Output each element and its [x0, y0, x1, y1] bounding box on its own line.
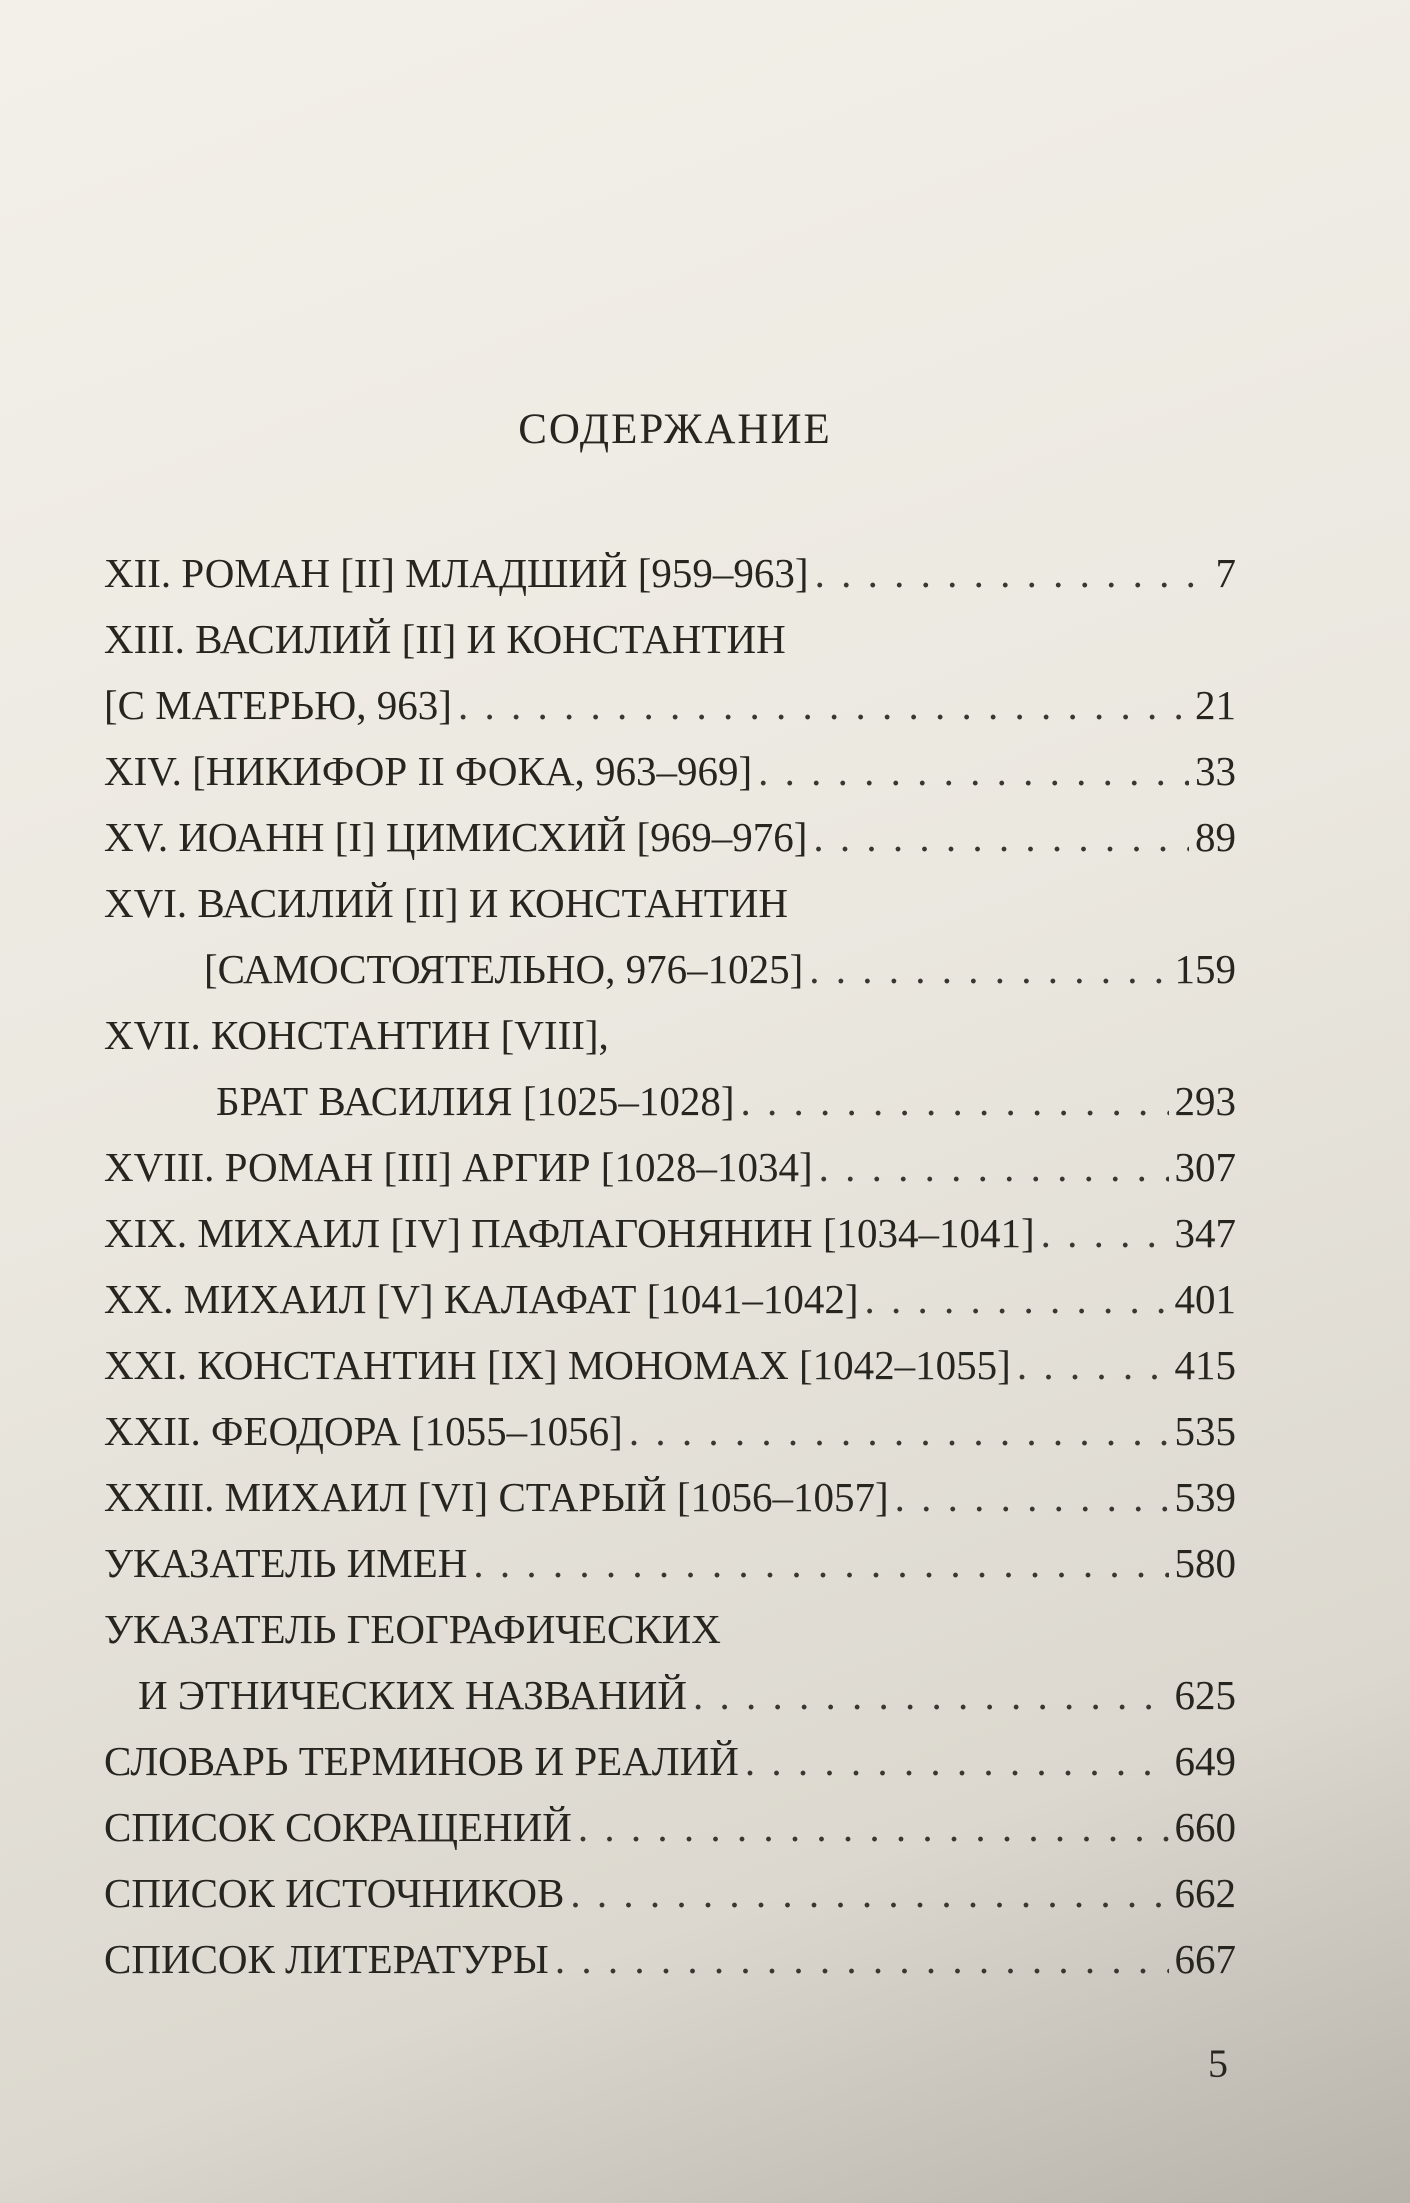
toc-entry-title: XXI. КОНСТАНТИН [IX] МОНОМАХ [1042–1055] — [104, 1342, 1011, 1388]
toc-entry-title: XVII. КОНСТАНТИН [VIII], — [104, 1012, 609, 1058]
toc-page-number: 347 — [1174, 1210, 1236, 1256]
toc-entry-title: СЛОВАРЬ ТЕРМИНОВ И РЕАЛИЙ — [104, 1738, 739, 1784]
toc-page-number: 649 — [1174, 1738, 1236, 1784]
toc-entry-title: XX. МИХАИЛ [V] КАЛАФАТ [1041–1042] — [104, 1276, 859, 1322]
toc-page-number: 401 — [1174, 1276, 1236, 1322]
dot-leader — [745, 1728, 1169, 1794]
toc-entry-title: УКАЗАТЕЛЬ ГЕОГРАФИЧЕСКИХ — [104, 1606, 721, 1652]
table-of-contents — [104, 540, 1236, 1992]
toc-entry-title: XXIII. МИХАИЛ [VI] СТАРЫЙ [1056–1057] — [104, 1474, 889, 1520]
toc-entry-title: УКАЗАТЕЛЬ ИМЕН — [104, 1540, 468, 1586]
toc-entry — [104, 1134, 1236, 1200]
toc-entry-title-continued: [САМОСТОЯТЕЛЬНО, 976–1025] — [204, 946, 804, 992]
toc-entry-title: XIV. [НИКИФОР II ФОКА, 963–969] — [104, 748, 753, 794]
toc-entry-title: СПИСОК ЛИТЕРАТУРЫ — [104, 1936, 549, 1982]
toc-entry-title-continued: [С МАТЕРЬЮ, 963] — [104, 682, 452, 728]
toc-entry-title: XIII. ВАСИЛИЙ [II] И КОНСТАНТИН — [104, 616, 786, 662]
toc-entry-title: XII. РОМАН [II] МЛАДШИЙ [959–963] — [104, 550, 809, 596]
toc-page-number: 660 — [1174, 1804, 1236, 1850]
toc-entry-title: XVIII. РОМАН [III] АРГИР [1028–1034] — [104, 1144, 813, 1190]
toc-entry — [104, 1398, 1236, 1464]
toc-page-number: 293 — [1174, 1078, 1236, 1124]
toc-entry — [104, 1926, 1236, 1992]
toc-entry — [104, 1200, 1236, 1266]
toc-entry-title: СПИСОК ИСТОЧНИКОВ — [104, 1870, 565, 1916]
dot-leader — [555, 1926, 1169, 1992]
toc-entry-title-continued: БРАТ ВАСИЛИЯ [1025–1028] — [216, 1078, 735, 1124]
toc-entry — [104, 1530, 1236, 1596]
toc-entry-title: XVI. ВАСИЛИЙ [II] И КОНСТАНТИН — [104, 880, 789, 926]
dot-leader — [865, 1266, 1169, 1332]
toc-page-number: 33 — [1195, 748, 1236, 794]
toc-page-number: 7 — [1215, 550, 1236, 596]
toc-page-number: 667 — [1174, 1936, 1236, 1982]
toc-entry — [104, 1794, 1236, 1860]
toc-entry — [104, 1266, 1236, 1332]
toc-entry — [104, 1860, 1236, 1926]
toc-entry — [104, 1728, 1236, 1794]
toc-page-number: 415 — [1174, 1342, 1236, 1388]
toc-entry-title: СПИСОК СОКРАЩЕНИЙ — [104, 1804, 572, 1850]
toc-page-number: 159 — [1174, 946, 1236, 992]
dot-leader — [1041, 1200, 1169, 1266]
dot-leader — [570, 1860, 1168, 1926]
contents-heading: СОДЕРЖАНИЕ — [518, 406, 832, 453]
toc-page-number: 307 — [1174, 1144, 1236, 1190]
dot-leader — [809, 936, 1168, 1002]
dot-leader — [895, 1464, 1169, 1530]
dot-leader — [1017, 1332, 1169, 1398]
dot-leader — [815, 540, 1210, 606]
dot-leader — [458, 672, 1189, 738]
dot-leader — [578, 1794, 1169, 1860]
toc-entry — [104, 870, 1236, 1002]
dot-leader — [629, 1398, 1169, 1464]
dot-leader — [819, 1134, 1169, 1200]
toc-entry — [104, 540, 1236, 606]
toc-page-number: 662 — [1174, 1870, 1236, 1916]
toc-entry — [104, 606, 1236, 738]
dot-leader — [741, 1068, 1169, 1134]
toc-page-number: 625 — [1174, 1672, 1236, 1718]
toc-entry — [104, 1464, 1236, 1530]
toc-entry — [104, 1596, 1236, 1728]
page-folio-number: 5 — [1208, 2041, 1228, 2086]
toc-page-number: 21 — [1195, 682, 1236, 728]
toc-page-number: 535 — [1174, 1408, 1236, 1454]
dot-leader — [693, 1662, 1169, 1728]
dot-leader — [758, 738, 1189, 804]
toc-entry — [104, 738, 1236, 804]
toc-entry-title-continued: И ЭТНИЧЕСКИХ НАЗВАНИЙ — [138, 1672, 687, 1718]
dot-leader — [473, 1530, 1168, 1596]
toc-entry — [104, 1332, 1236, 1398]
dot-leader — [813, 804, 1189, 870]
toc-entry — [104, 804, 1236, 870]
toc-page-number: 580 — [1174, 1540, 1236, 1586]
toc-page-number: 89 — [1195, 814, 1236, 860]
toc-page-number: 539 — [1174, 1474, 1236, 1520]
toc-entry — [104, 1002, 1236, 1134]
toc-entry-title: XIX. МИХАИЛ [IV] ПАФЛАГОНЯНИН [1034–1041] — [104, 1210, 1035, 1256]
toc-entry-title: XXII. ФЕОДОРА [1055–1056] — [104, 1408, 623, 1454]
toc-entry-title: XV. ИОАНН [I] ЦИМИСХИЙ [969–976] — [104, 814, 808, 860]
